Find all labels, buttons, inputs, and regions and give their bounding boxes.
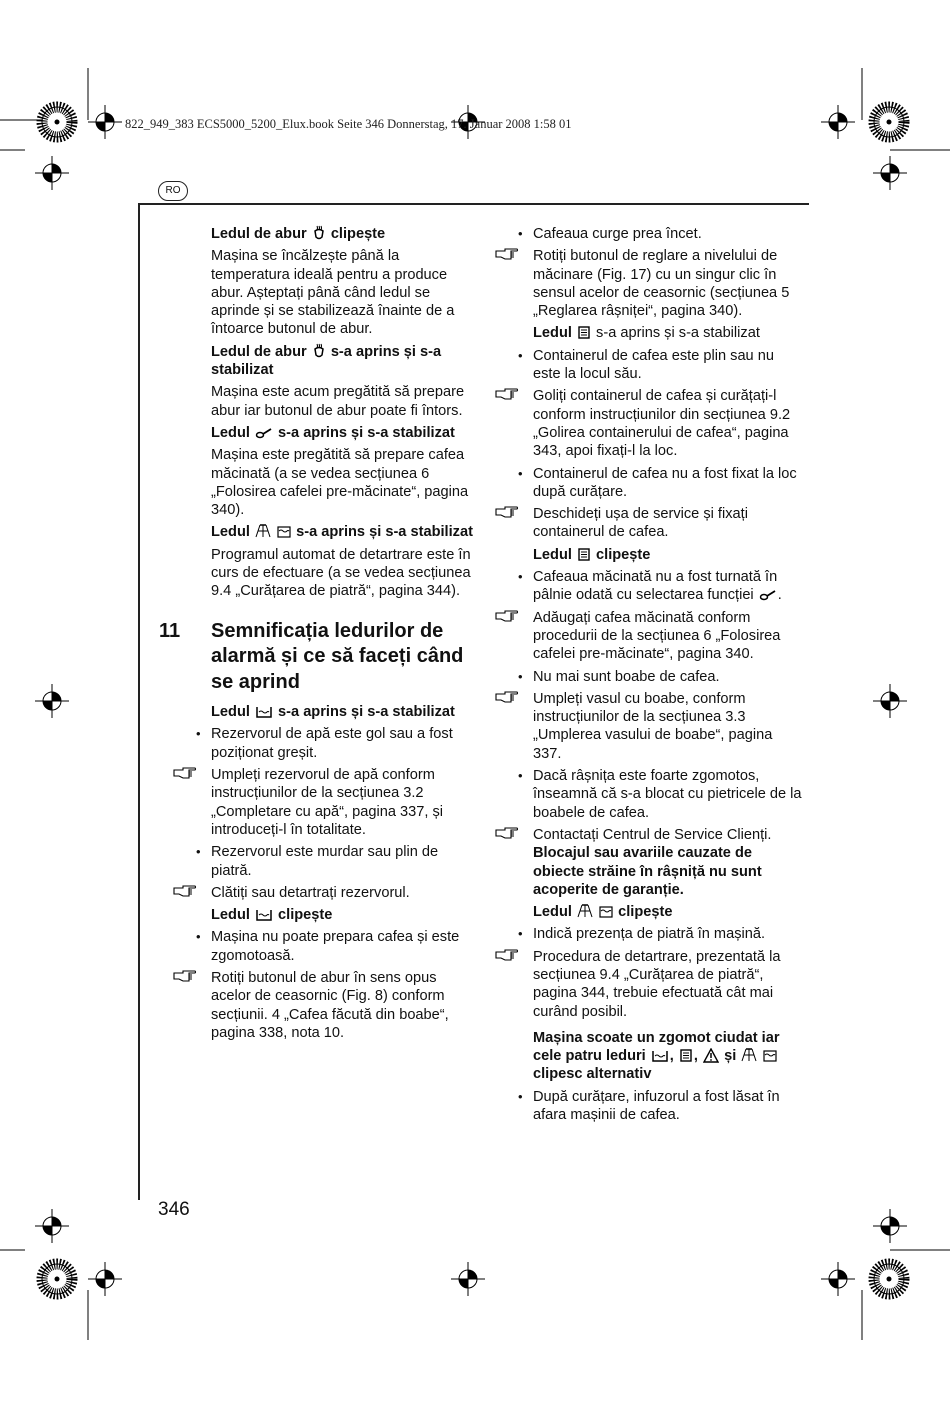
- warning-triangle-icon: [703, 1048, 719, 1063]
- steam-led-blinking-text: Mașina se încălzește până la temperatura ideală pentru a produce abur. Așteptați până când ledul se aprinde și se stabilizează înainte de a întoarce butonul de abur.: [211, 248, 455, 338]
- descaling-led-text: Programul automat de detartrare este în curs de efectuare (a se vedea secțiunea 9.4 „Curățarea de piatră“, pagina 344).: [211, 546, 471, 600]
- ground-coffee-led-heading: Ledul s-a aprins și s-a stabilizat: [211, 424, 455, 441]
- water-icon: [763, 1049, 777, 1063]
- descaling-led-blinking-heading: Ledul clipește: [533, 904, 673, 921]
- list-item: • După curățare, infuzorul a fost lăsat în afara mașinii de cafea.: [533, 1088, 803, 1125]
- action-item: Umpleți vasul cu boabe, conform instrucțiunilor de la secțiunea 3.3 „Umplerea vasului de boabe“, pagina 337.: [533, 690, 803, 763]
- pointing-hand-icon: [495, 387, 519, 401]
- descaling-icon: [577, 903, 593, 919]
- coffee-container-icon: [577, 547, 591, 562]
- action-item: Clătiți sau detartrați rezervorul.: [211, 884, 476, 902]
- pointing-hand-icon: [173, 766, 197, 780]
- pointing-hand-icon: [173, 969, 197, 983]
- steam-icon: [312, 343, 326, 359]
- water-icon: [277, 525, 291, 539]
- water-tank-icon: [651, 1049, 669, 1063]
- water-led-blinking-heading: Ledul clipește: [211, 907, 333, 924]
- section-title: Semnificația ledurilor de alarmă și ce să faceți când se aprind: [211, 619, 464, 693]
- print-header: 822_949_383 ECS5000_5200_Elux.book Seite 346 Donnerstag, 17. Januar 2008 1:58 01: [125, 117, 572, 131]
- steam-icon: [312, 225, 326, 241]
- list-item: • Dacă râșnița este foarte zgomotos, înseamnă că s-a blocat cu pietricele de la boabele de cafea.: [533, 767, 803, 822]
- list-item: • Cafeaua curge prea încet.: [533, 225, 803, 243]
- action-item: Rotiți butonul de reglare a nivelului de măcinare (Fig. 17) cu un singur clic în sensul acelor de ceasornic (secțiunea 5 „Reglarea râșniței“, pagina 340).: [533, 247, 803, 320]
- descaling-icon: [255, 523, 271, 539]
- list-item: • Containerul de cafea nu a fost fixat la loc după curățare.: [533, 465, 803, 502]
- ground-coffee-led-text: Mașina este pregătită să prepare cafea măcinată (a se vedea secțiunea 6 „Folosirea cafelei pre-măcinate“, pagina 340).: [211, 447, 469, 519]
- steam-led-blinking-heading: Ledul de abur clipește: [211, 226, 386, 242]
- pointing-hand-icon: [495, 505, 519, 519]
- coffee-container-icon: [577, 325, 591, 340]
- action-item: Rotiți butonul de abur în sens opus acelor de ceasornic (Fig. 8) conform secțiunii. 4 „Cafea făcută din boabe“, pagina 338, nota 10.: [211, 969, 476, 1042]
- pointing-hand-icon: [495, 948, 519, 962]
- left-column: [159, 225, 476, 1046]
- measuring-spoon-icon: [255, 426, 273, 440]
- coffee-container-icon: [679, 1048, 693, 1063]
- action-item: Goliți containerul de cafea și curățați-l conform instrucțiunilor din secțiunea 9.2 „Golirea containerului de cafea“, pagina 343, apoi fixați-l la loc.: [533, 387, 803, 460]
- top-rule: [138, 203, 809, 205]
- action-item: Procedura de detartrare, prezentată la secțiunea 9.4 „Curățarea de piatră“, pagina 344, trebuie efectuată cât mai curând posibil.: [533, 948, 803, 1021]
- coffee-container-led-blinking-heading: Ledul clipește: [533, 546, 651, 563]
- strange-noise-heading: Mașina scoate un zgomot ciudat iar cele patru leduri , , și clipesc alternativ: [533, 1029, 780, 1083]
- steam-led-steady-heading: Ledul de abur s-a aprins și s-a stabilizat: [211, 343, 442, 379]
- action-item: Contactați Centrul de Service Clienți. Blocajul sau avariile cauzate de obiecte străine în râșniță nu sunt acoperite de garanție.: [533, 826, 803, 899]
- pointing-hand-icon: [495, 609, 519, 623]
- page-number: 346: [158, 1199, 190, 1220]
- list-item: • Mașina nu poate prepara cafea și este zgomotoasă.: [211, 928, 476, 965]
- steam-led-steady-text: Mașina este acum pregătită să prepare abur iar butonul de abur poate fi întors.: [211, 384, 465, 419]
- water-tank-icon: [255, 908, 273, 922]
- warranty-warning: Blocajul sau avariile cauzate de obiecte străine în râșniță nu sunt acoperite de garanție.: [533, 845, 762, 898]
- pointing-hand-icon: [495, 690, 519, 704]
- list-item: • Cafeaua măcinată nu a fost turnată în pâlnie odată cu selectarea funcției .: [533, 568, 803, 605]
- list-item: • Indică prezența de piatră în mașină.: [533, 925, 803, 943]
- descaling-led-heading: Ledul s-a aprins și s-a stabilizat: [211, 524, 473, 541]
- action-item: Umpleți rezervorul de apă conform instrucțiunilor de la secțiunea 3.2 „Completare cu apă“, pagina 337, și introduceți-l în totalitate.: [211, 766, 476, 839]
- action-item: Adăugați cafea măcinată conform procedurii de la secțiunea 6 „Folosirea cafelei pre-măcinate“, pagina 340.: [533, 609, 803, 664]
- coffee-container-led-steady-heading: Ledul s-a aprins și s-a stabilizat: [533, 325, 760, 342]
- section-heading: [159, 619, 476, 696]
- water-tank-icon: [255, 705, 273, 719]
- water-icon: [599, 905, 613, 919]
- list-item: • Rezervorul de apă este gol sau a fost poziționat greșit.: [211, 725, 476, 762]
- action-item: Deschideți ușa de service și fixați containerul de cafea.: [533, 505, 803, 542]
- pointing-hand-icon: [495, 826, 519, 840]
- left-rule: [138, 203, 140, 1200]
- right-column: [533, 225, 803, 1128]
- section-number: 11: [159, 619, 181, 642]
- water-led-steady-heading: Ledul s-a aprins și s-a stabilizat: [211, 704, 455, 721]
- language-badge: RO: [158, 181, 188, 201]
- pointing-hand-icon: [173, 884, 197, 898]
- pointing-hand-icon: [495, 247, 519, 261]
- descaling-icon: [741, 1047, 757, 1063]
- list-item: • Nu mai sunt boabe de cafea.: [533, 668, 803, 686]
- measuring-spoon-icon: [759, 588, 777, 602]
- list-item: • Containerul de cafea este plin sau nu este la locul său.: [533, 347, 803, 384]
- list-item: • Rezervorul este murdar sau plin de piatră.: [211, 843, 476, 880]
